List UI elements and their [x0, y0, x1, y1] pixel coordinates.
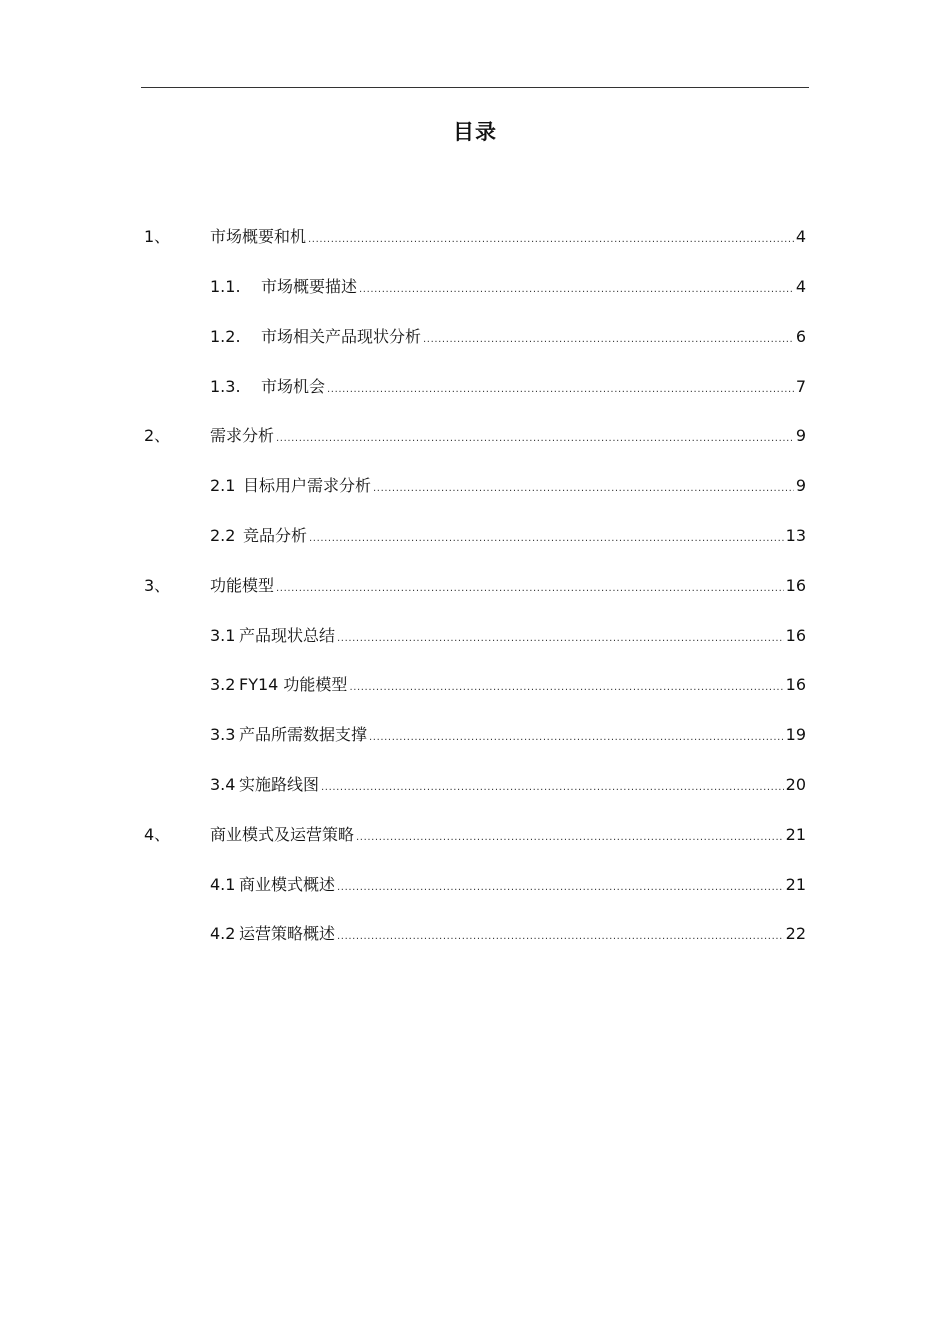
toc-entry[interactable]	[0, 325, 950, 349]
dot-leader	[423, 328, 794, 352]
toc-entry-number: 1.1.	[210, 277, 241, 296]
toc-entry-page: 20	[785, 775, 806, 794]
toc-entry[interactable]	[0, 275, 950, 299]
dot-leader	[369, 726, 784, 750]
toc-entry-number: 4.1	[210, 875, 236, 894]
toc-entry-page: 16	[785, 675, 806, 694]
toc-entry-number: 3、	[144, 576, 171, 595]
dot-leader	[349, 676, 783, 700]
toc-entry-title: 运营策略概述	[239, 924, 336, 943]
toc-entry-page: 6	[795, 327, 806, 346]
dot-leader	[373, 477, 794, 501]
toc-entry-title: 市场概要和机	[210, 227, 307, 246]
toc-entry-page: 4	[795, 227, 806, 246]
toc-entry-page: 19	[785, 725, 806, 744]
toc-entry[interactable]	[0, 574, 950, 598]
toc-entry-title: 需求分析	[210, 426, 275, 445]
toc-entry[interactable]	[0, 823, 950, 847]
toc-entry[interactable]	[0, 225, 950, 249]
toc-entry-page: 21	[785, 875, 806, 894]
toc-entry-number: 3.4	[210, 775, 236, 794]
toc-entry-title: 商业模式及运营策略	[210, 825, 355, 844]
toc-entry-number: 3.2	[210, 675, 236, 694]
toc-entry-number: 1.3.	[210, 377, 241, 396]
toc-entry-title: 目标用户需求分析	[243, 476, 372, 495]
toc-entry[interactable]	[0, 524, 950, 548]
toc-entry[interactable]	[0, 673, 950, 697]
dot-leader	[308, 228, 794, 252]
toc-entry[interactable]	[0, 873, 950, 897]
toc-entry[interactable]	[0, 375, 950, 399]
toc-entry-title: 竞品分析	[243, 526, 308, 545]
toc-entry-number: 1、	[144, 227, 171, 246]
toc-entry-title: FY14 功能模型	[239, 675, 348, 694]
toc-entry-number: 4.2	[210, 924, 236, 943]
dot-leader	[276, 427, 794, 451]
toc-entry-page: 7	[795, 377, 806, 396]
dot-leader	[327, 378, 794, 402]
toc-title: 目录	[453, 120, 497, 144]
toc-entry-page: 9	[795, 426, 806, 445]
toc-entry-page: 21	[785, 825, 806, 844]
dot-leader	[276, 577, 784, 601]
dot-leader	[321, 776, 784, 800]
dot-leader	[356, 826, 784, 850]
dot-leader	[337, 925, 784, 949]
toc-entry-title: 商业模式概述	[239, 875, 336, 894]
toc-entry-title: 产品所需数据支撑	[239, 725, 368, 744]
toc-entry[interactable]	[0, 474, 950, 498]
dot-leader	[337, 876, 784, 900]
toc-entry-number: 3.1	[210, 626, 236, 645]
dot-leader	[309, 527, 784, 551]
toc-entry-page: 13	[785, 526, 806, 545]
toc-entry[interactable]	[0, 723, 950, 747]
toc-entry-title: 功能模型	[210, 576, 275, 595]
toc-entry-number: 4、	[144, 825, 171, 844]
toc-entry-number: 1.2.	[210, 327, 241, 346]
toc-entry[interactable]	[0, 424, 950, 448]
toc-entry-number: 2.2	[210, 526, 236, 545]
dot-leader	[337, 627, 784, 651]
dot-leader	[359, 278, 794, 302]
toc-entry-number: 2.1	[210, 476, 236, 495]
toc-entry-page: 9	[795, 476, 806, 495]
toc-entry[interactable]	[0, 922, 950, 946]
toc-entry[interactable]	[0, 624, 950, 648]
toc-entry-title: 产品现状总结	[239, 626, 336, 645]
toc-entry-page: 16	[785, 626, 806, 645]
toc-entry-title: 市场机会	[261, 377, 326, 396]
toc-entry-number: 2、	[144, 426, 171, 445]
toc-entry-title: 市场概要描述	[261, 277, 358, 296]
toc-entry-page: 16	[785, 576, 806, 595]
toc-entry-number: 3.3	[210, 725, 236, 744]
toc-entry-page: 22	[785, 924, 806, 943]
toc-entry-title: 实施路线图	[239, 775, 320, 794]
toc-entry-title: 市场相关产品现状分析	[261, 327, 422, 346]
toc-entry[interactable]	[0, 773, 950, 797]
toc-entry-page: 4	[795, 277, 806, 296]
